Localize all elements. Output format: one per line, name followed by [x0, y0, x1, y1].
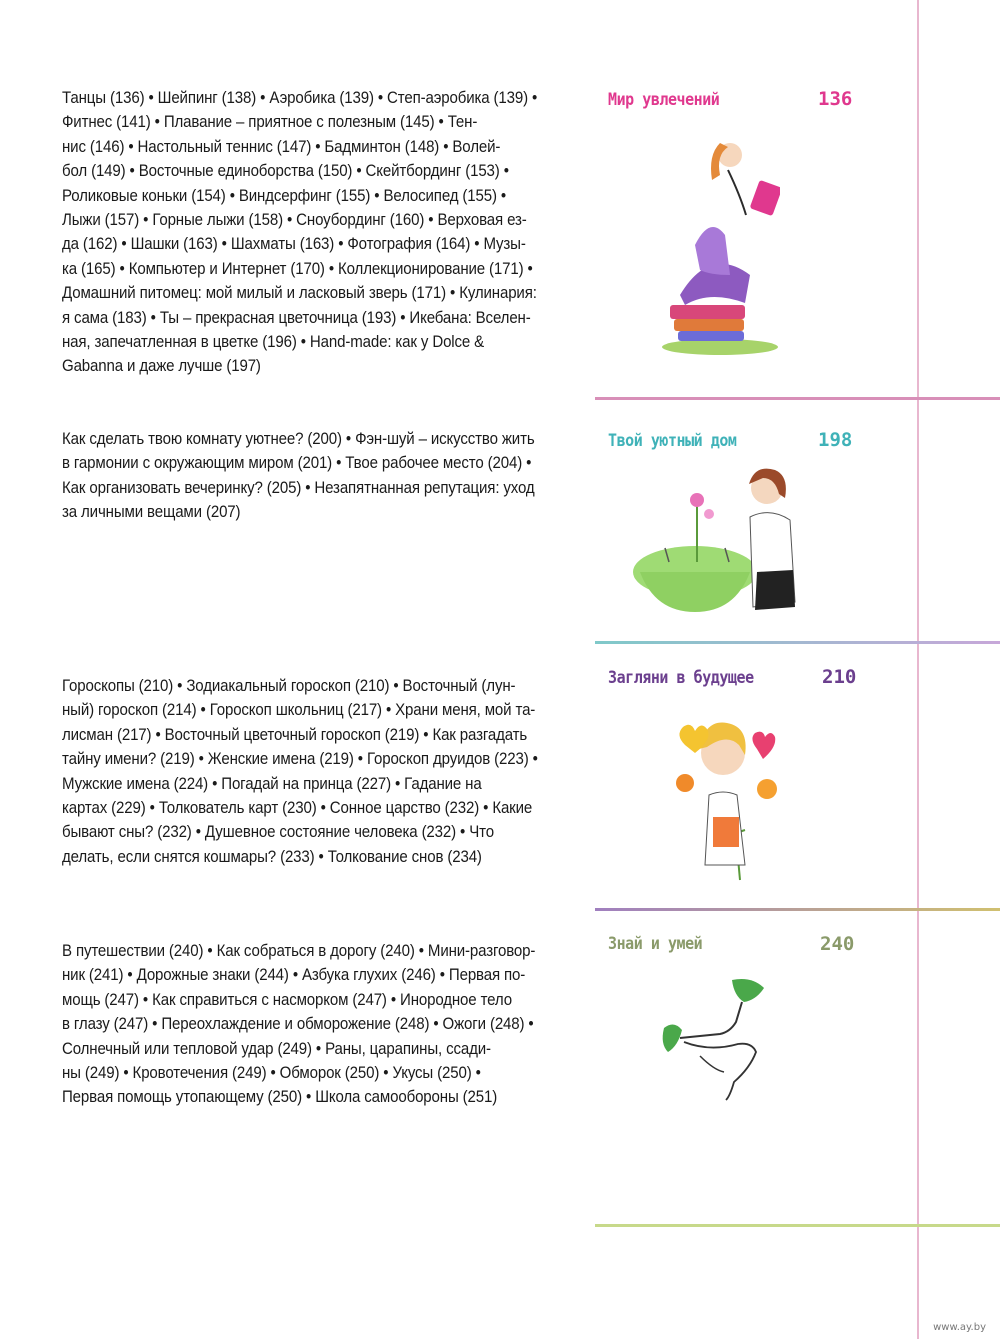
section-4-page: 240 — [820, 933, 855, 955]
margin-vertical-line — [917, 0, 919, 1339]
watermark: www.ay.by — [933, 1322, 986, 1333]
hands-illustration — [660, 972, 785, 1102]
section-4-topics: В путешествии (240) • Как собраться в дорогу (240) • Мини-разговор- ник (241) • Дорожные знаки (244) • Азбука глухих (246) • Первая по- мощь (247) • Как справиться с насморком (247) • Инородное тело в глазу (247) • Переохлаждение и обморожение (248) • Ожоги (248) • Солнечный или тепловой удар (249) • Раны, царапины, ссади- ны (249) • Кровотечения (249) • Обморок (250) • Укусы (250) • Первая помощь утопающему (250) • Школа самообороны (251) — [62, 942, 536, 1107]
section-3-divider — [595, 908, 1000, 911]
section-2-title: Твой уютный дом — [608, 431, 737, 451]
section-3-page: 210 — [822, 666, 857, 688]
section-3-title: Загляни в будущее — [608, 668, 754, 688]
section-1-page: 136 — [818, 88, 853, 110]
cozy-table-illustration — [625, 462, 800, 622]
section-1-divider — [595, 397, 1000, 400]
section-2-topics: Как сделать твою комнату уютнее? (200) • Фэн-шуй – искусство жить в гармонии с окружающим миром (201) • Твое рабочее место (204) • Как организовать вечеринку? (205) • Незапятнанная репутация: уход за личными вещами (207) — [62, 430, 535, 522]
section-3-topics: Гороскопы (210) • Зодиакальный гороскоп (210) • Восточный (лун- ный) гороскоп (214) • Гороскоп школьниц (217) • Храни меня, мой та- лисман (217) • Восточный цветочный гороскоп (219) • Как разгадать тайну имени? (219) • Женские имена (219) • Гороскоп друидов (223) • Мужские имена (224) • Погадай на принца (227) • Гадание на картах (229) • Толкователь карт (230) • Сонное царство (232) • Какие бывают сны? (232) • Душевное состояние человека (232) • Что делать, если снятся кошмары? (233) • Толкование снов (234) — [62, 677, 538, 866]
section-4-divider — [595, 1224, 1000, 1227]
section-1-title: Мир увлечений — [608, 90, 720, 110]
girl-with-laptop-illustration — [650, 125, 780, 355]
section-4-title: Знай и умей — [608, 934, 703, 954]
section-1-topics: Танцы (136) • Шейпинг (138) • Аэробика (139) • Степ-аэробика (139) • Фитнес (141) • Плавание – приятное с полезным (145) • Тен- нис (146) • Настольный теннис (147) • Бадминтон (148) • Волей- бол (149) • Восточные единоборства (150) • Скейтбординг (153) • Роликовые коньки (154) • Виндсерфинг (155) • Велосипед (155) • Лыжи (157) • Горные лыжи (158) • Сноубординг (160) • Верховая ез- да (162) • Шашки (163) • Шахматы (163) • Фотография (164) • Музы- ка (165) • Компьютер и Интернет (170) • Коллекционирование (171) • Домашний питомец: мой милый и ласковый зверь (171) • Кулинария: я сама (183) • Ты – прекрасная цветочница (193) • Икебана: Вселен- ная, запечатленная в цветке (196) • Hand-made: как у Dolce & Gabanna и даже лучше (197) — [62, 89, 538, 376]
girl-with-hearts-illustration — [665, 705, 785, 885]
section-2-divider — [595, 641, 1000, 644]
section-2-page: 198 — [818, 429, 853, 451]
